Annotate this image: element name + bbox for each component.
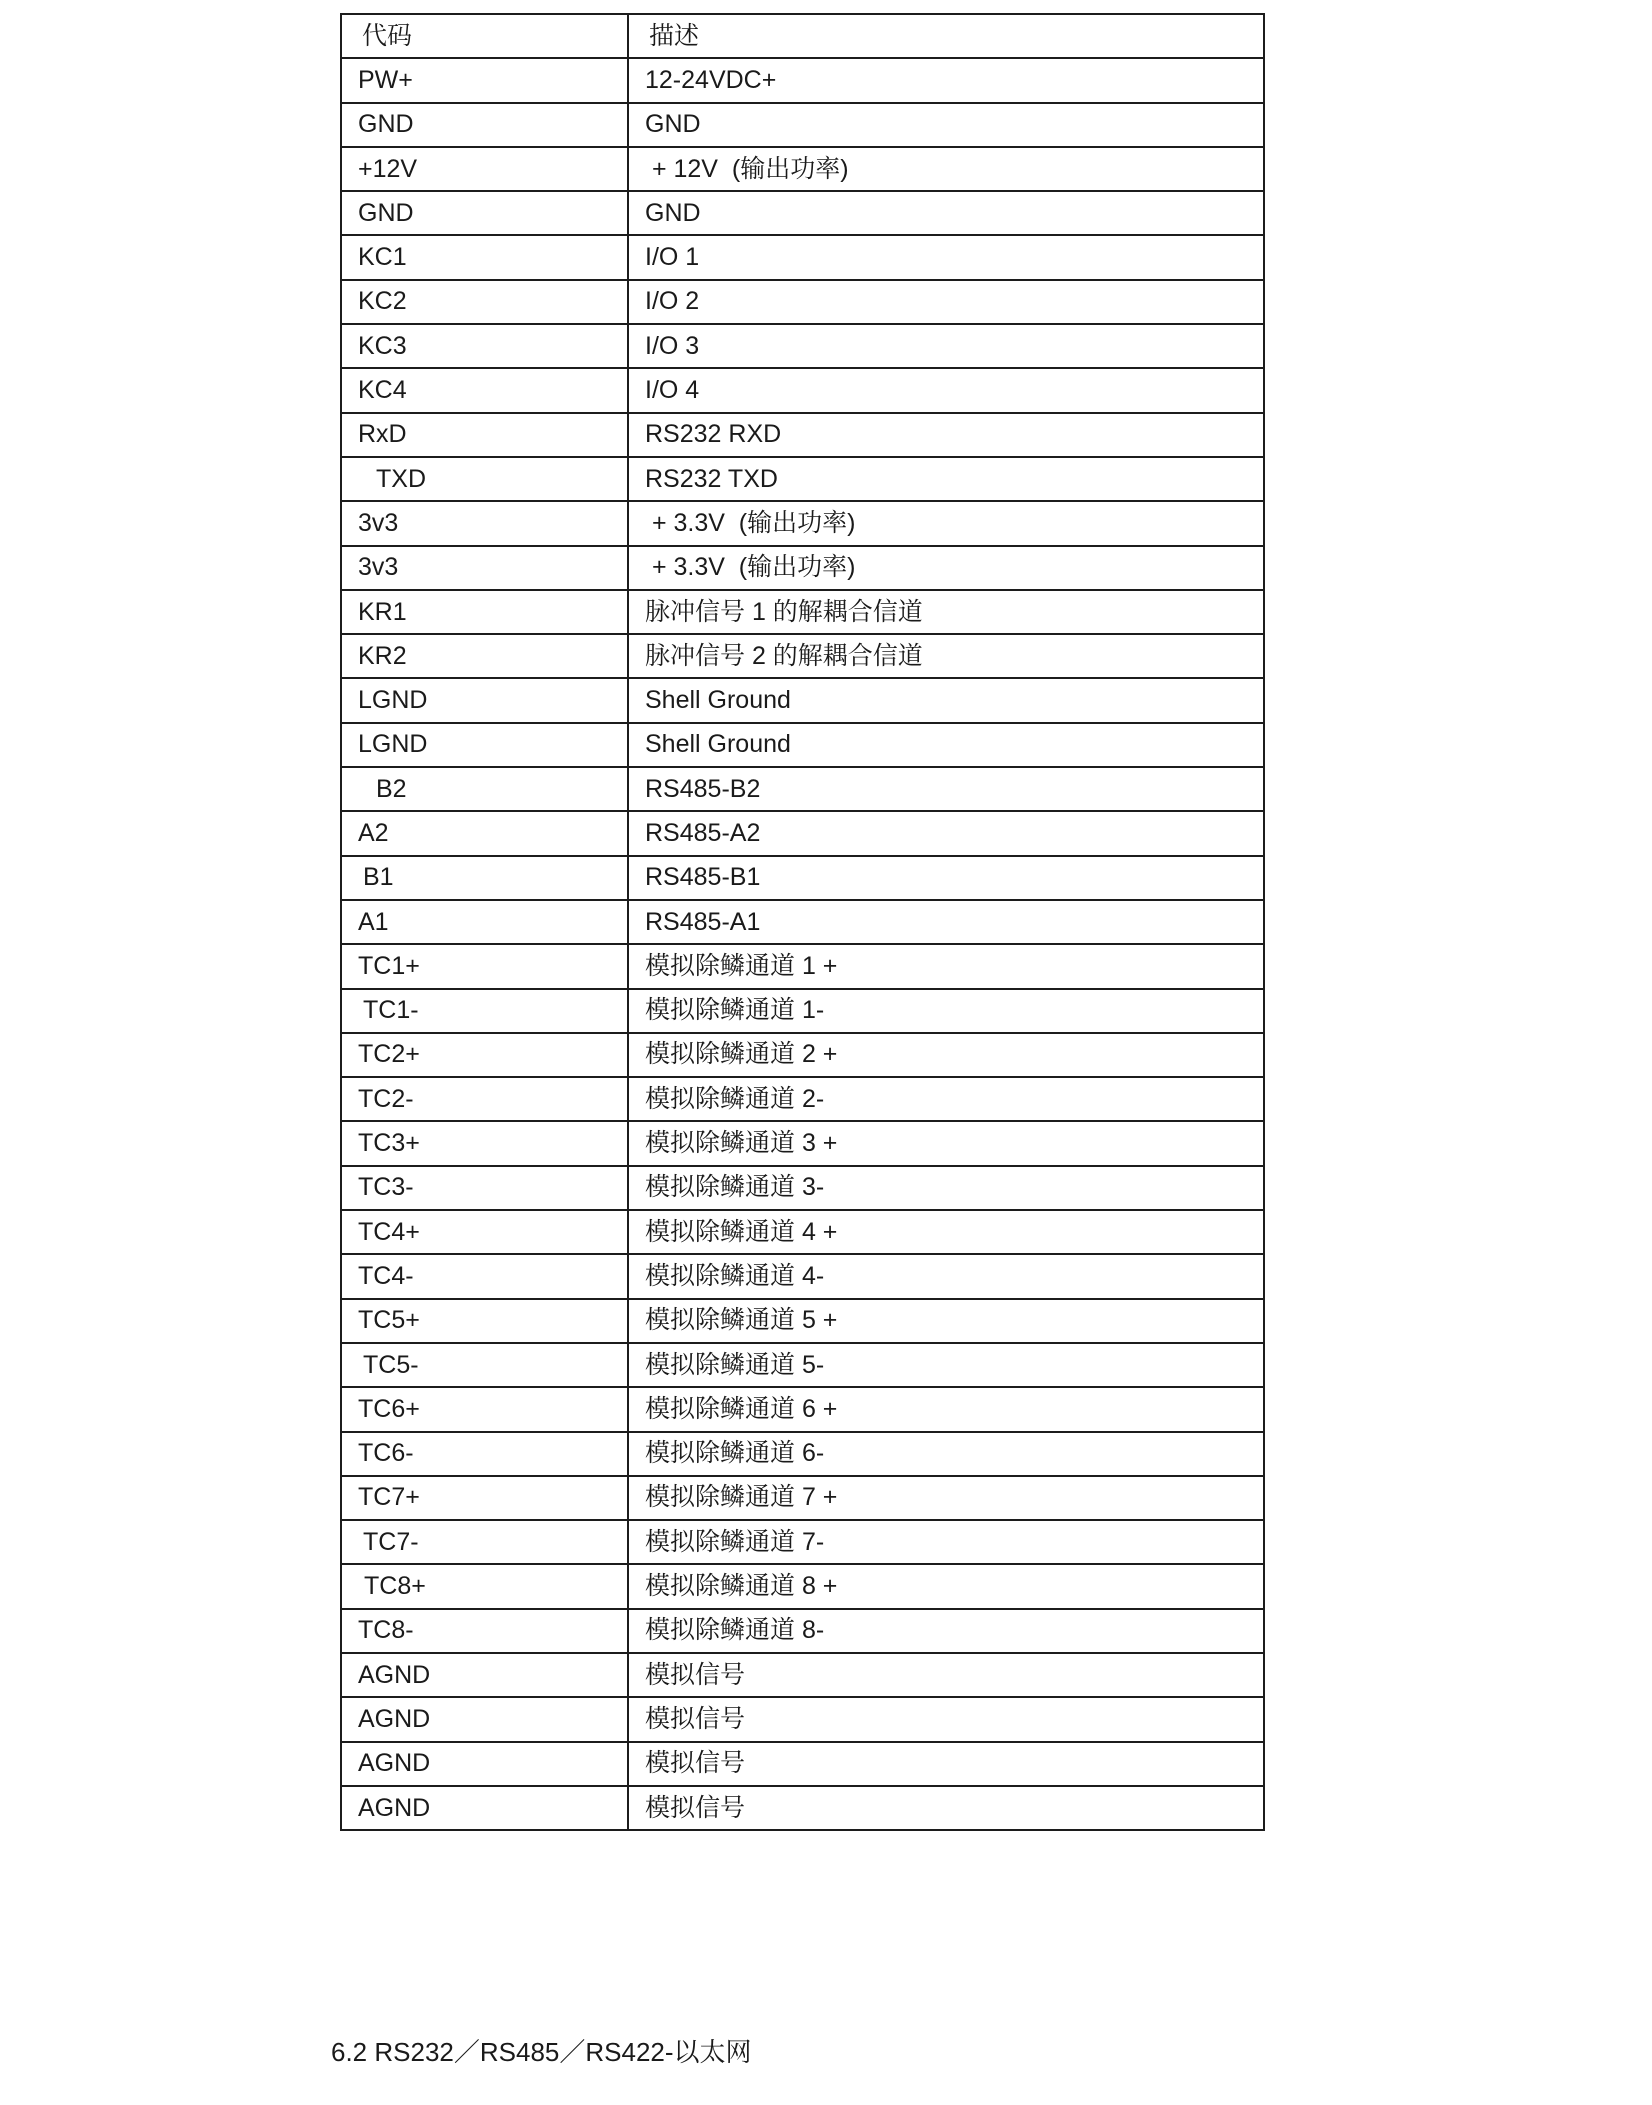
pin-description-cell: + 3.3V (输出功率) xyxy=(628,546,1264,590)
pin-code-cell: +12V xyxy=(341,147,628,191)
pin-code-cell: A1 xyxy=(341,900,628,944)
pin-code-cell: TC8+ xyxy=(341,1564,628,1608)
pin-code-cell: TC3- xyxy=(341,1166,628,1210)
table-row xyxy=(341,368,1264,412)
table-row xyxy=(341,1210,1264,1254)
table-row xyxy=(341,324,1264,368)
table-header-row xyxy=(341,14,1264,58)
pin-code-cell: TC8- xyxy=(341,1609,628,1653)
table-row xyxy=(341,989,1264,1033)
table-row xyxy=(341,501,1264,545)
pin-description-cell: GND xyxy=(628,103,1264,147)
pin-code-cell: GND xyxy=(341,103,628,147)
table-row xyxy=(341,1432,1264,1476)
pin-code-cell: GND xyxy=(341,191,628,235)
pin-description-cell: Shell Ground xyxy=(628,723,1264,767)
pin-code-cell: 3v3 xyxy=(341,546,628,590)
pin-code-cell: A2 xyxy=(341,811,628,855)
table-row xyxy=(341,1742,1264,1786)
pin-table-header xyxy=(341,14,1264,58)
pin-description-cell: 模拟除鳞通道 5 + xyxy=(628,1299,1264,1343)
pin-description-cell: 模拟除鳞通道 4- xyxy=(628,1254,1264,1298)
table-row xyxy=(341,1299,1264,1343)
pin-code-cell: TC3+ xyxy=(341,1121,628,1165)
pin-description-cell: 模拟除鳞通道 7- xyxy=(628,1520,1264,1564)
pin-code-cell: TC6+ xyxy=(341,1387,628,1431)
pin-description-cell: 模拟除鳞通道 6 + xyxy=(628,1387,1264,1431)
table-row xyxy=(341,235,1264,279)
table-row xyxy=(341,1343,1264,1387)
column-header-description: 描述 xyxy=(628,14,1264,58)
pin-description-cell: 模拟除鳞通道 8 + xyxy=(628,1564,1264,1608)
table-row xyxy=(341,147,1264,191)
pin-code-cell: 3v3 xyxy=(341,501,628,545)
table-row xyxy=(341,856,1264,900)
table-row xyxy=(341,191,1264,235)
pin-description-cell: RS485-B2 xyxy=(628,767,1264,811)
table-row xyxy=(341,767,1264,811)
pin-description-cell: Shell Ground xyxy=(628,678,1264,722)
table-row xyxy=(341,1609,1264,1653)
pin-code-cell: TC2+ xyxy=(341,1033,628,1077)
table-row xyxy=(341,280,1264,324)
pin-code-cell: KC2 xyxy=(341,280,628,324)
pin-description-cell: 模拟信号 xyxy=(628,1697,1264,1741)
pin-description-cell: RS485-A2 xyxy=(628,811,1264,855)
table-row xyxy=(341,1254,1264,1298)
table-row xyxy=(341,811,1264,855)
table-row xyxy=(341,1476,1264,1520)
pin-description-cell: + 3.3V (输出功率) xyxy=(628,501,1264,545)
pin-description-cell: 模拟信号 xyxy=(628,1742,1264,1786)
table-row xyxy=(341,1786,1264,1830)
pin-description-table xyxy=(340,13,1265,1831)
pin-description-cell: RS485-B1 xyxy=(628,856,1264,900)
pin-code-cell: KR2 xyxy=(341,634,628,678)
pin-code-cell: KC1 xyxy=(341,235,628,279)
pin-code-cell: AGND xyxy=(341,1742,628,1786)
pin-code-cell: KR1 xyxy=(341,590,628,634)
pin-code-cell: TC7+ xyxy=(341,1476,628,1520)
pin-description-cell: 模拟除鳞通道 6- xyxy=(628,1432,1264,1476)
pin-description-cell: 模拟除鳞通道 3 + xyxy=(628,1121,1264,1165)
table-row xyxy=(341,1697,1264,1741)
pin-description-cell: 模拟除鳞通道 1- xyxy=(628,989,1264,1033)
pin-code-cell: AGND xyxy=(341,1653,628,1697)
pin-description-cell: 模拟除鳞通道 5- xyxy=(628,1343,1264,1387)
column-header-code: 代码 xyxy=(341,14,628,58)
pin-description-cell: I/O 3 xyxy=(628,324,1264,368)
table-row xyxy=(341,723,1264,767)
pin-description-cell: I/O 2 xyxy=(628,280,1264,324)
pin-code-cell: RxD xyxy=(341,413,628,457)
pin-code-cell: TC7- xyxy=(341,1520,628,1564)
pin-description-cell: 12-24VDC+ xyxy=(628,58,1264,102)
table-row xyxy=(341,634,1264,678)
pin-code-cell: AGND xyxy=(341,1786,628,1830)
table-row xyxy=(341,678,1264,722)
pin-description-cell: GND xyxy=(628,191,1264,235)
table-row xyxy=(341,413,1264,457)
pin-description-cell: RS485-A1 xyxy=(628,900,1264,944)
pin-code-cell: TC5- xyxy=(341,1343,628,1387)
pin-description-cell: RS232 RXD xyxy=(628,413,1264,457)
pin-description-cell: 模拟除鳞通道 4 + xyxy=(628,1210,1264,1254)
table-row xyxy=(341,1520,1264,1564)
pin-description-cell: 模拟除鳞通道 3- xyxy=(628,1166,1264,1210)
table-row xyxy=(341,546,1264,590)
pin-code-cell: KC4 xyxy=(341,368,628,412)
pin-table-body xyxy=(341,58,1264,1830)
pin-description-cell: 脉冲信号 1 的解耦合信道 xyxy=(628,590,1264,634)
pin-code-cell: AGND xyxy=(341,1697,628,1741)
pin-description-cell: 模拟除鳞通道 1 + xyxy=(628,944,1264,988)
table-row xyxy=(341,1121,1264,1165)
pin-description-cell: 模拟除鳞通道 8- xyxy=(628,1609,1264,1653)
pin-description-cell: 模拟除鳞通道 2 + xyxy=(628,1033,1264,1077)
pin-code-cell: TC4+ xyxy=(341,1210,628,1254)
table-row xyxy=(341,1166,1264,1210)
pin-code-cell: TC6- xyxy=(341,1432,628,1476)
table-row xyxy=(341,1387,1264,1431)
pin-code-cell: LGND xyxy=(341,678,628,722)
pin-code-cell: TC4- xyxy=(341,1254,628,1298)
pin-code-cell: TC1+ xyxy=(341,944,628,988)
table-row xyxy=(341,900,1264,944)
pin-description-cell: I/O 1 xyxy=(628,235,1264,279)
table-row xyxy=(341,1033,1264,1077)
table-row xyxy=(341,944,1264,988)
section-heading: 6.2 RS232／RS485／RS422-以太网 xyxy=(331,2037,752,2067)
pin-code-cell: PW+ xyxy=(341,58,628,102)
pin-code-cell: B1 xyxy=(341,856,628,900)
pin-description-cell: 模拟信号 xyxy=(628,1786,1264,1830)
pin-description-cell: 模拟除鳞通道 2- xyxy=(628,1077,1264,1121)
table-row xyxy=(341,1564,1264,1608)
pin-code-cell: TXD xyxy=(341,457,628,501)
pin-description-cell: 模拟信号 xyxy=(628,1653,1264,1697)
pin-description-cell: I/O 4 xyxy=(628,368,1264,412)
table-row xyxy=(341,1077,1264,1121)
pin-code-cell: B2 xyxy=(341,767,628,811)
table-row xyxy=(341,457,1264,501)
table-row xyxy=(341,590,1264,634)
pin-code-cell: TC2- xyxy=(341,1077,628,1121)
pin-description-cell: 模拟除鳞通道 7 + xyxy=(628,1476,1264,1520)
table-row xyxy=(341,58,1264,102)
pin-code-cell: TC1- xyxy=(341,989,628,1033)
pin-code-cell: LGND xyxy=(341,723,628,767)
pin-code-cell: TC5+ xyxy=(341,1299,628,1343)
pin-code-cell: KC3 xyxy=(341,324,628,368)
pin-description-cell: + 12V (输出功率) xyxy=(628,147,1264,191)
pin-description-cell: RS232 TXD xyxy=(628,457,1264,501)
pin-description-cell: 脉冲信号 2 的解耦合信道 xyxy=(628,634,1264,678)
table-row xyxy=(341,103,1264,147)
table-row xyxy=(341,1653,1264,1697)
